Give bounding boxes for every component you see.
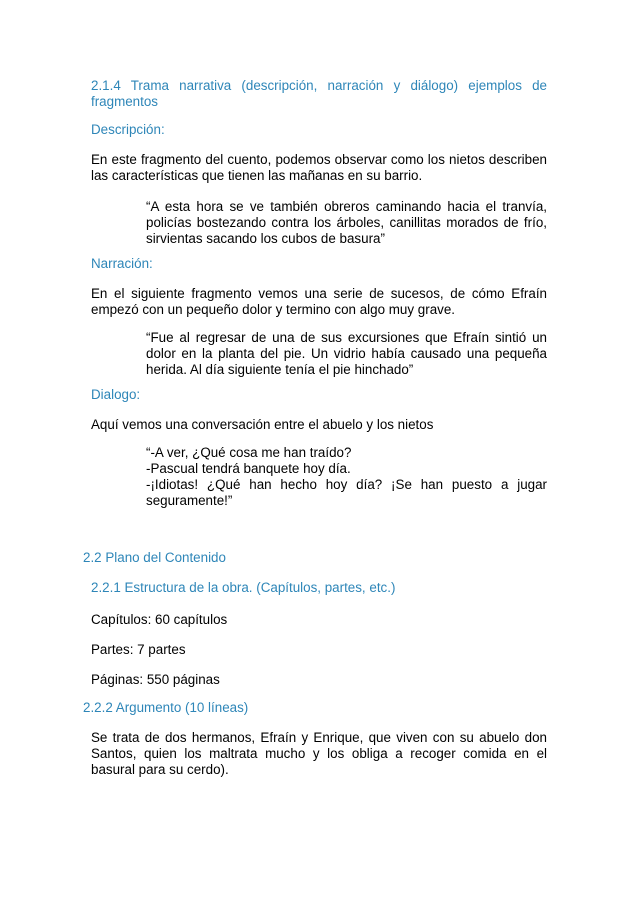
quote-narracion: “Fue al regresar de una de sus excursiones que Efraín sintió un dolor en la planta del pie. Un vidrio había causado una pequeña herida. Al día siguiente tenía el pie hinchado” bbox=[146, 330, 547, 377]
label-dialogo: Dialogo: bbox=[91, 387, 141, 402]
quote-descripcion: “A esta hora se ve también obreros caminando hacia el tranvía, policías bostezando contra los árboles, canillitas morados de frío, sirvientas sacando los cubos de basura” bbox=[146, 199, 547, 246]
label-descripcion: Descripción: bbox=[91, 122, 165, 137]
dialogue-line: -Pascual tendrá banquete hoy día. bbox=[146, 461, 351, 476]
dialogue-line: -¡Idiotas! ¿Qué han hecho hoy día? ¡Se han puesto a jugar bbox=[146, 477, 547, 492]
capitulos-line: Capítulos: 60 capítulos bbox=[91, 612, 228, 627]
heading-2-1-4: 2.1.4 Trama narrativa (descripción, narración y diálogo) ejemplos de fragmentos bbox=[91, 78, 547, 109]
partes-line: Partes: 7 partes bbox=[91, 642, 186, 657]
heading-2-2-2: 2.2.2 Argumento (10 líneas) bbox=[83, 700, 249, 715]
heading-2-2: 2.2 Plano del Contenido bbox=[83, 550, 226, 565]
dialogue-block bbox=[146, 445, 547, 509]
paragraph-argumento: Se trata de dos hermanos, Efraín y Enrique, que viven con su abuelo don Santos, quien los maltrata mucho y los obliga a recoger comida en el basural para su cerdo). bbox=[91, 730, 547, 777]
paginas-line: Páginas: 550 páginas bbox=[91, 672, 220, 687]
paragraph-descripcion: En este fragmento del cuento, podemos observar como los nietos describen las características que tienen las mañanas en su barrio. bbox=[91, 152, 547, 183]
dialogue-line: “-A ver, ¿Qué cosa me han traído? bbox=[146, 445, 352, 460]
dialogue-line: seguramente!” bbox=[146, 493, 233, 508]
heading-2-2-1: 2.2.1 Estructura de la obra. (Capítulos, partes, etc.) bbox=[91, 580, 396, 595]
paragraph-narracion: En el siguiente fragmento vemos una serie de sucesos, de cómo Efraín empezó con un pequeño dolor y termino con algo muy grave. bbox=[91, 286, 547, 317]
paragraph-dialogo: Aquí vemos una conversación entre el abuelo y los nietos bbox=[91, 417, 434, 432]
label-narracion: Narración: bbox=[91, 256, 153, 271]
